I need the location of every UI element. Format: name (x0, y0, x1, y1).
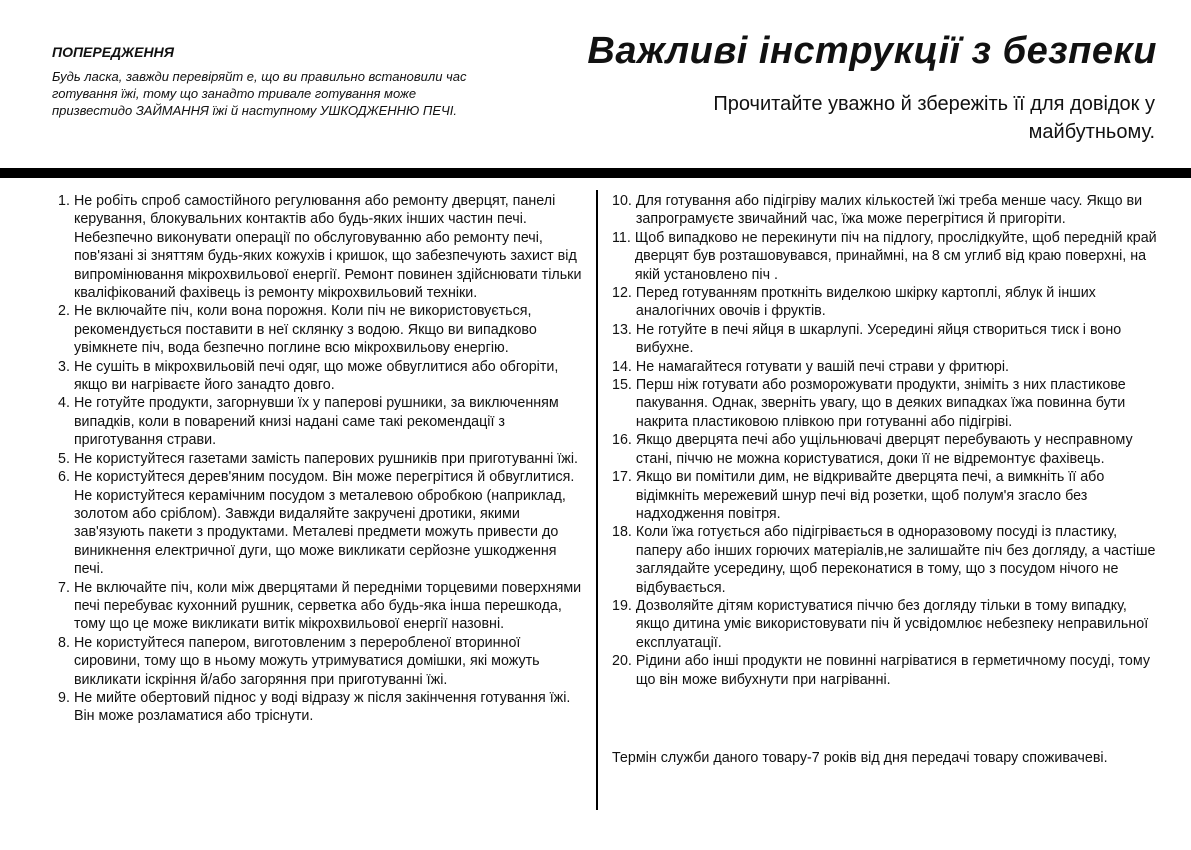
instructions-left-column (58, 192, 586, 726)
instruction-number: 9. (58, 689, 70, 706)
instruction-item (58, 468, 586, 578)
instructions-right-column (612, 192, 1164, 689)
instruction-text: Дозволяйте дітям користуватися піччю без догляду тільки в тому випадку, якщо дитина уміє використовувати піч й усвідомлює небезпеку неправильної експлуатації. (635, 597, 1149, 651)
instruction-number: 17. (612, 469, 632, 486)
instruction-text: Не мийте обертовий піднос у воді відразу ж після закінчення готування їжі. Він може розламатися або тріснути. (73, 689, 571, 725)
instruction-text: Коли їжа готується або підігрівається в одноразовому посуді із пластику, паперу або інших горючих матеріалів,не залишайте піч без догляду, а частіше заглядайте усередину, щоб переконатися в тому, що з посудом нічого не відбувається. (635, 524, 1156, 596)
warning-text: Будь ласка, завжди перевіряйт е, що ви правильно встановили час готування їжі, тому що занадто тривале готування може призвестидо ЗАЙМАННЯ їжі й наступному УШКОДЖЕННЮ ПЕЧІ. (52, 69, 467, 118)
instruction-number: 15. (612, 377, 632, 394)
instruction-text: Не готуйте продукти, загорнувши їх у паперові рушники, за виключенням випадків, коли в поварений книзі надані саме такі рекомендації з приготування страви. (73, 395, 559, 449)
instruction-item (612, 597, 1164, 652)
instruction-item (58, 192, 586, 302)
instruction-number: 12. (612, 285, 632, 302)
instruction-text: Не робіть спроб самостійного регулювання або ремонту дверцят, панелі керування, блокувальних контактів або будь-яких інших частин печі. Небезпечно виконувати операції по обслуговуванню або ремонту печі, пов'язані зі зняттям будь-яких кожухів і кришок, що забезпечують захист від випромінювання мікрохвильової енергії. Ремонт повинен здійснювати тільки кваліфікований фахівець із ремонту мікрохвильовий техніки. (73, 193, 582, 302)
instruction-number: 16. (612, 432, 632, 449)
instruction-item (612, 523, 1164, 597)
instruction-item (58, 634, 586, 689)
instruction-number: 19. (612, 597, 632, 614)
instruction-item (612, 376, 1164, 431)
instruction-number: 1. (58, 193, 70, 209)
instruction-number: 3. (58, 358, 70, 375)
instruction-item (612, 321, 1164, 358)
instruction-text: Рідини або інші продукти не повинні нагріватися в герметичному посуді, тому що він може вибухнути при нагріванні. (635, 653, 1151, 688)
instruction-number: 11. (612, 229, 631, 246)
instruction-number: 18. (612, 524, 632, 541)
instruction-item (58, 450, 586, 468)
instruction-text: Не включайте піч, коли вона порожня. Коли піч не використовується, рекомендується поставити в неї склянку з водою. Якщо ви випадково увімкнете піч, вода безпечно поглине всю мікрохвильову енергію. (73, 303, 537, 357)
service-life-note: Термін служби даного товару-7 років від дня передачі товару споживачеві. (612, 750, 1108, 766)
instruction-number: 20. (612, 653, 632, 670)
instruction-number: 2. (58, 303, 70, 320)
instruction-number: 7. (58, 579, 70, 596)
instruction-text: Перед готуванням проткніть виделкою шкірку картоплі, яблук й інших аналогічних овочів і фруктів. (635, 285, 1096, 320)
instruction-text: Не готуйте в печі яйця в шкарлупі. Усередині яйця створиться тиск і воно вибухне. (635, 321, 1122, 357)
instruction-text: Не користуйтеся папером, виготовленим з переробленої вторинної сировини, тому що в ньому можуть утримуватися домішки, які можуть викликати іскріння й/або загоряння при приготуванні їжі. (73, 634, 540, 688)
instruction-text: Не користуйтеся дерев'яним посудом. Він може перегрітися й обвуглитися. Не користуйтеся керамічним посудом з металевою обробкою (наприклад, золотом або сріблом). Завжди видаляйте закручені дротики, якими зав'язують пакети з продуктами. Металеві предмети можуть привести до виникнення електричної дуги, що може викликати серйозне ушкодження печі. (73, 469, 575, 578)
instruction-text: Не включайте піч, коли між дверцятами й передніми торцевими поверхнями печі перебуває кухонний рушник, серветка або будь-яка інша перешкода, тому що це може викликати витік мікрохвильової енергії назовні. (73, 579, 582, 633)
instruction-number: 6. (58, 469, 70, 486)
instruction-text: Для готування або підігріву малих кількостей їжі треба менше часу. Якщо ви запрограмуєте звичайний час, їжа може перегрітися й пригоріти. (635, 193, 1143, 228)
instruction-item (612, 192, 1164, 229)
instruction-text: Перш ніж готувати або розморожувати продукти, зніміть з них пластикове пакування. Однак, зверніть увагу, що в деяких випадках їжа повинна бути накрита пластиковою плівкою при готуванні або підігріві. (635, 377, 1126, 430)
header-divider (0, 168, 1191, 178)
instruction-number: 10. (612, 193, 632, 209)
instruction-item (58, 394, 586, 449)
instruction-item (612, 468, 1164, 523)
page-subtitle: Прочитайте уважно й збережіть її для довідок у майбутньому. (713, 93, 1155, 143)
instruction-number: 4. (58, 395, 70, 412)
instruction-item (612, 284, 1164, 321)
instruction-text: Не сушіть в мікрохвильовій печі одяг, що може обвуглитися або обгоріти, якщо ви нагріваєте його занадто довго. (73, 358, 559, 394)
page-title: Важливі інструкції з безпеки (587, 30, 1157, 72)
instruction-text: Не користуйтеся газетами замість паперових рушників при приготуванні їжі. (73, 450, 579, 467)
instruction-text: Щоб випадково не перекинути піч на підлогу, прослідкуйте, щоб передній край дверцят був розташовувався, принаймні, на 8 см углиб від краю поверхні, на якій установлено піч . (634, 229, 1157, 283)
instruction-text: Якщо ви помітили дим, не відкривайте дверцята печі, а вимкніть її або відімкніть мережевий шнур печі від розетки, щоб полум'я згасло без надходження повітря. (635, 469, 1105, 522)
instruction-number: 5. (58, 450, 70, 467)
instruction-item (58, 302, 586, 357)
instruction-item (612, 358, 1164, 376)
instruction-item (58, 689, 586, 726)
instruction-number: 14. (612, 358, 632, 375)
column-divider (596, 190, 598, 810)
warning-title: ПОПЕРЕДЖЕННЯ (52, 44, 174, 60)
instruction-item (612, 652, 1164, 689)
instruction-item (612, 431, 1164, 468)
warning-block (52, 44, 492, 119)
instruction-number: 8. (58, 634, 70, 651)
instruction-text: Не намагайтеся готувати у вашій печі страви у фритюрі. (635, 358, 1010, 375)
instruction-item (612, 229, 1164, 284)
instruction-item (58, 358, 586, 395)
instruction-item (58, 579, 586, 634)
instruction-text: Якщо дверцята печі або ущільнювачі дверцят перебувають у несправному стані, піччю не можна користуватися, доки її не відремонтує фахівець. (635, 432, 1133, 467)
instruction-number: 13. (612, 321, 632, 338)
